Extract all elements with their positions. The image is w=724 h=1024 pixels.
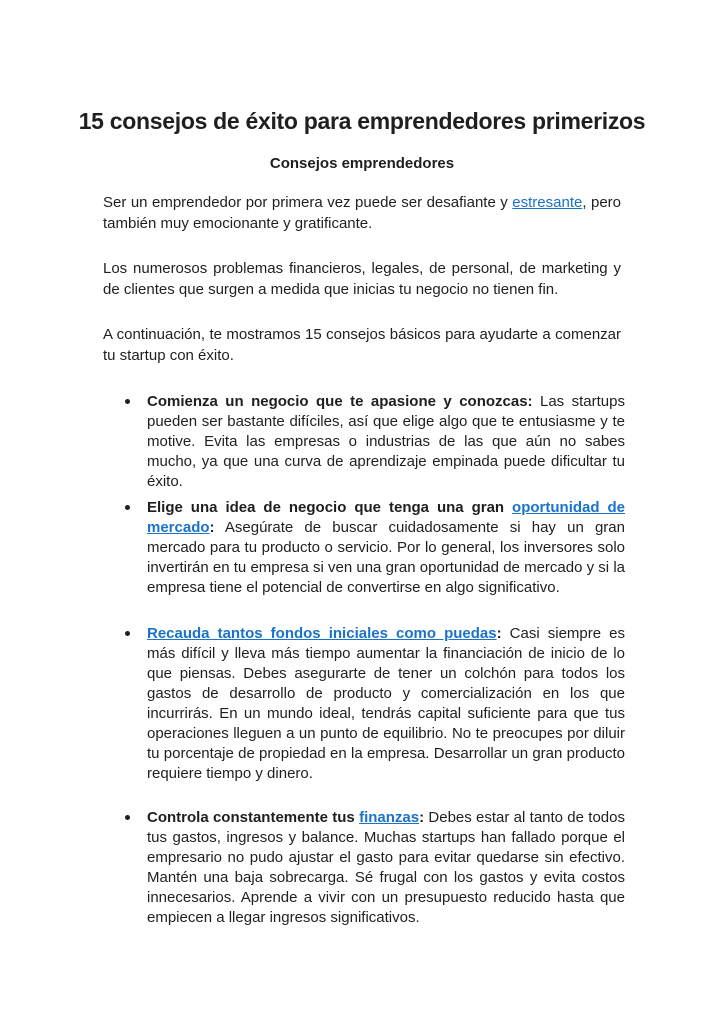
intro-text: Ser un emprendedor por primera vez puede ser desafiante y xyxy=(103,194,513,211)
list-item xyxy=(125,624,625,784)
tip-text: Asegúrate de buscar cuidadosamente si hay un gran mercado para tu producto o servicio. Por lo general, los inversores solo invertirán en tu empresa si ven una gran oportunidad de mercado y si la empresa tiene el potencial de convertirse en algo significativo. xyxy=(147,519,625,596)
tip-colon: : xyxy=(419,809,425,826)
tip-body xyxy=(147,624,625,784)
tip-body xyxy=(147,808,625,928)
tip-body xyxy=(147,498,625,598)
tip-colon: : xyxy=(209,519,215,536)
list-item xyxy=(125,392,625,492)
tip-heading: Comienza un negocio que te apasione y conozcas: xyxy=(147,393,533,410)
document-subtitle: Consejos emprendedores xyxy=(269,155,455,172)
intro-paragraph-2: Los numerosos problemas financieros, legales, de personal, de marketing y de clientes que surgen a medida que inicias tu negocio no tienen fin. xyxy=(103,260,621,298)
tip-heading: Elige una idea de negocio que tenga una gran xyxy=(147,499,513,516)
link-oportunidad-de-mercado[interactable]: oportunidad de mercado xyxy=(147,499,625,536)
link-estresante[interactable]: estresante xyxy=(512,194,583,211)
intro-paragraph-1 xyxy=(103,192,621,234)
bullet-icon xyxy=(125,631,130,636)
tip-colon: : xyxy=(496,625,502,642)
bullet-icon xyxy=(125,505,130,510)
tip-text: Las startups pueden ser bastante difíciles, así que elige algo que te entusiasme y te motive. Evita las empresas o industrias de las que aún no sabes mucho, ya que una curva de aprendizaje empinada puede dificultar tu éxito. xyxy=(147,393,625,490)
intro-paragraph-3: A continuación, te mostramos 15 consejos básicos para ayudarte a comenzar tu startup con éxito. xyxy=(103,326,621,364)
tip-heading: Controla constantemente tus xyxy=(147,809,360,826)
intro-text: , pero también muy emocionante y gratificante. xyxy=(103,194,622,232)
tip-text: Casi siempre es más difícil y lleva más tiempo aumentar la financiación de inicio de lo que piensas. Debes asegurarte de tener un colchón para todos los gastos de desarrollo de producto y comercialización en los que incurrirás. En un mundo ideal, tendrás capital suficiente para que tus operaciones lleguen a un punto de equilibrio. No te preocupes por diluir tu porcentaje de propiedad en la empresa. Desarrollar un gran producto requiere tiempo y dinero. xyxy=(147,625,626,782)
bullet-icon xyxy=(125,399,130,404)
document-title: 15 consejos de éxito para emprendedores primerizos xyxy=(78,108,646,134)
list-item xyxy=(125,498,625,598)
tip-body xyxy=(147,392,625,492)
tip-text: Debes estar al tanto de todos tus gastos, ingresos y balance. Muchas startups han fallado porque el empresario no pudo ajustar el gasto para evitar quedarse sin efectivo. Mantén una baja sobrecarga. Sé frugal con los gastos y evita costos innecesarios. Aprende a vivir con un presupuesto reducido hasta que empiecen a llegar ingresos significativos. xyxy=(147,809,625,926)
bullet-icon xyxy=(125,815,130,820)
link-finanzas[interactable]: finanzas xyxy=(359,809,420,826)
list-item xyxy=(125,808,625,928)
link-recauda-fondos[interactable]: Recauda tantos fondos iniciales como puedas xyxy=(147,625,497,642)
